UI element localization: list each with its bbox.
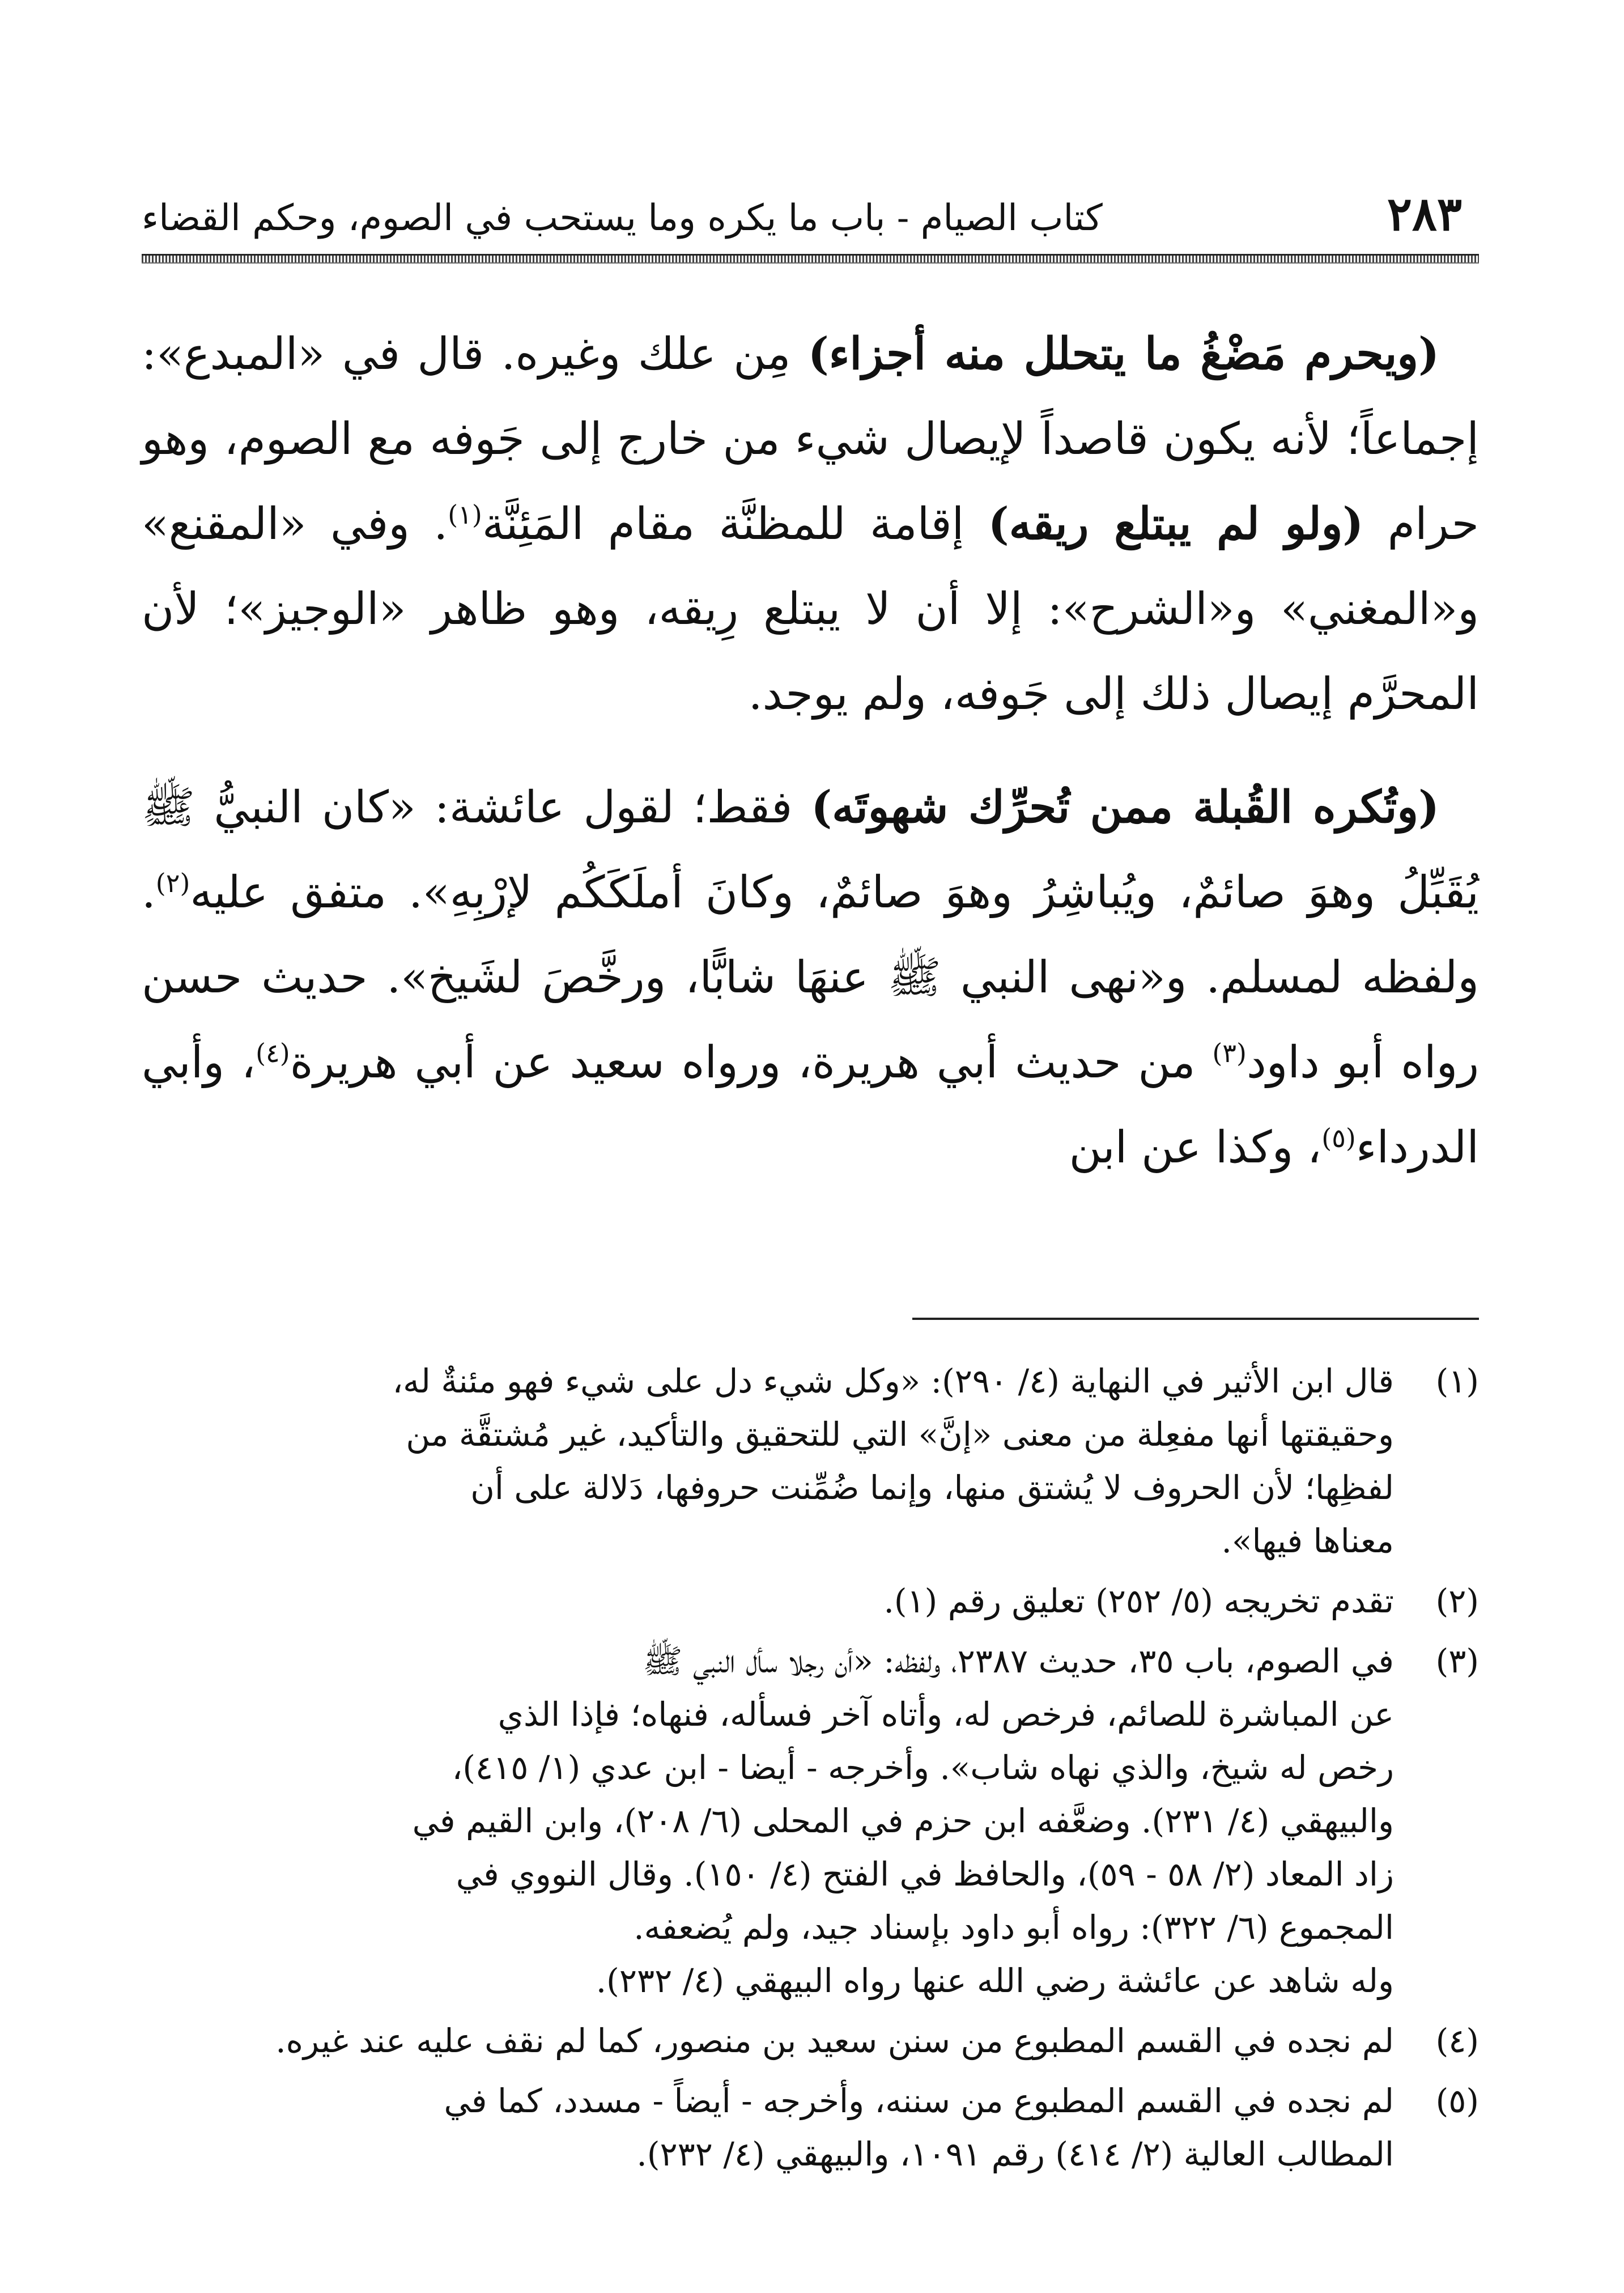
text-run: . ولفظه لمسلم. و«نهى النبي ﷺ عنهَا شابًّا، ورخَّصَ لشَيخ». حديث حسن رواه أبو داود	[142, 867, 1479, 1088]
text-run: إقامة للمظنَّة مقام المَئِنَّة	[482, 499, 988, 550]
footnote-text	[142, 1634, 1394, 2007]
text-run: ، وكذا عن ابن	[1069, 1122, 1322, 1173]
text-run: فقط؛ لقول عائشة: «كان النبيُّ ﷺ يُقَبِّلُ وهوَ صائمٌ، ويُباشِرُ وهوَ صائمٌ، وكانَ أملَكَكُم لإرْبِهِ». متفق عليه	[142, 782, 1479, 918]
footnote-separator	[912, 1318, 1479, 1320]
footnote-line: تقدم تخريجه (٥/ ٢٥٢) تعليق رقم (١).	[883, 1582, 1394, 1620]
page-header	[142, 142, 1479, 255]
running-title: كتاب الصيام - باب ما يكره وما يستحب في الصوم، وحكم القضاء	[142, 197, 1103, 239]
footnote-line: لم نجده في القسم المطبوع من سننه، وأخرجه - أيضاً - مسدد، كما في	[444, 2082, 1394, 2120]
footnote-ref-2[interactable]: (٢)	[155, 868, 190, 898]
footnote	[142, 1354, 1479, 1568]
text-run: . وفي «المقنع» و«المغني» و«الشرح»: إلا أن لا يبتلع رِيقه، وهو ظاهر «الوجيز»؛ لأن المحرَّم إيصال ذلك إلى جَوفه، ولم يوجد.	[142, 499, 1479, 720]
footnote-number: (٤)	[1435, 2022, 1479, 2060]
footnote-number: (٥)	[1435, 2082, 1479, 2120]
footnote-ref-3[interactable]: (٣)	[1212, 1038, 1247, 1068]
main-text	[142, 312, 1479, 1218]
footnote-ref-4[interactable]: (٤)	[256, 1038, 290, 1068]
footnote-line: وحقيقتها أنها مفعِلة من معنى «إنَّ» التي للتحقيق والتأكيد، غير مُشتقَّة من	[406, 1415, 1394, 1454]
book-page	[142, 142, 1479, 2239]
footnote-number: (٣)	[1435, 1642, 1479, 1680]
bold-phrase: (ولو لم يبتلع ريقه)	[988, 498, 1364, 550]
footnote	[142, 2014, 1479, 2067]
footnote-line: في الصوم، باب ٣٥، حديث ٢٣٨٧، ولفظه: «أن رجلا سأل النبي ﷺ	[643, 1642, 1394, 1680]
footnotes	[142, 1354, 1479, 2188]
bold-phrase: (وتُكره القُبلة ممن تُحرِّك شهوتَه)	[811, 782, 1439, 833]
footnote	[142, 2074, 1479, 2181]
footnote-line: عن المباشرة للصائم، فرخص له، وأتاه آخر فسأله، فنهاه؛ فإذا الذي	[498, 1695, 1394, 1734]
text-run: ، وأبي الدرداء	[142, 1037, 1479, 1173]
footnote	[142, 1574, 1479, 1628]
footnote-line: قال ابن الأثير في النهاية (٤/ ٢٩٠): «وكل شيء دل على شيء فهو مئنةٌ له،	[392, 1362, 1394, 1400]
footnote-line: لم نجده في القسم المطبوع من سنن سعيد بن منصور، كما لم نقف عليه عند غيره.	[275, 2022, 1394, 2060]
footnote-line: معناها فيها».	[1221, 1522, 1394, 1560]
footnote	[142, 1634, 1479, 2007]
bold-phrase: (ويحرم مَضْغُ ما يتحلل منه أجزاء)	[807, 328, 1439, 380]
paragraph-2	[142, 765, 1479, 1190]
footnote-line: وله شاهد عن عائشة رضي الله عنها رواه البيهقي (٤/ ٢٣٢).	[596, 1961, 1394, 2000]
footnote-text	[142, 2014, 1394, 2067]
footnote-line: المجموع (٦/ ٣٢٢): رواه أبو داود بإسناد جيد، ولم يُضعفه.	[634, 1908, 1394, 1947]
footnote-number: (٢)	[1435, 1582, 1479, 1620]
footnote-line: رخص له شيخ، والذي نهاه شاب». وأخرجه - أيضا - ابن عدي (١/ ٤١٥)،	[452, 1748, 1394, 1787]
footnote-line: المطالب العالية (٢/ ٤١٤) رقم ١٠٩١، والبيهقي (٤/ ٢٣٢).	[636, 2135, 1394, 2173]
footnote-text	[142, 2074, 1394, 2181]
page-number: ٢٨٣	[1387, 187, 1462, 241]
footnote-ref-1[interactable]: (١)	[448, 499, 482, 530]
text-run: من حديث أبي هريرة، ورواه سعيد عن أبي هريرة	[290, 1037, 1213, 1088]
text-run: مِن علك وغيره. قال في «المبدع»: إجماعاً؛ لأنه يكون قاصداً لإيصال شيء من خارج إلى جَوفه مع الصوم، وهو حرام	[142, 329, 1479, 550]
header-rule	[142, 254, 1479, 264]
paragraph-1	[142, 312, 1479, 737]
footnote-line: لفظِها؛ لأن الحروف لا يُشتق منها، وإنما ضُمِّنت حروفها، دَلالة على أن	[470, 1468, 1394, 1507]
footnote-number: (١)	[1435, 1362, 1479, 1400]
footnote-line: زاد المعاد (٢/ ٥٨ - ٥٩)، والحافظ في الفتح (٤/ ١٥٠). وقال النووي في	[456, 1855, 1394, 1893]
footnote-ref-5[interactable]: (٥)	[1321, 1123, 1356, 1153]
footnote-text	[142, 1574, 1394, 1628]
footnote-text	[142, 1354, 1394, 1568]
footnote-line: والبيهقي (٤/ ٢٣١). وضعَّفه ابن حزم في المحلى (٦/ ٢٠٨)، وابن القيم في	[412, 1802, 1394, 1840]
